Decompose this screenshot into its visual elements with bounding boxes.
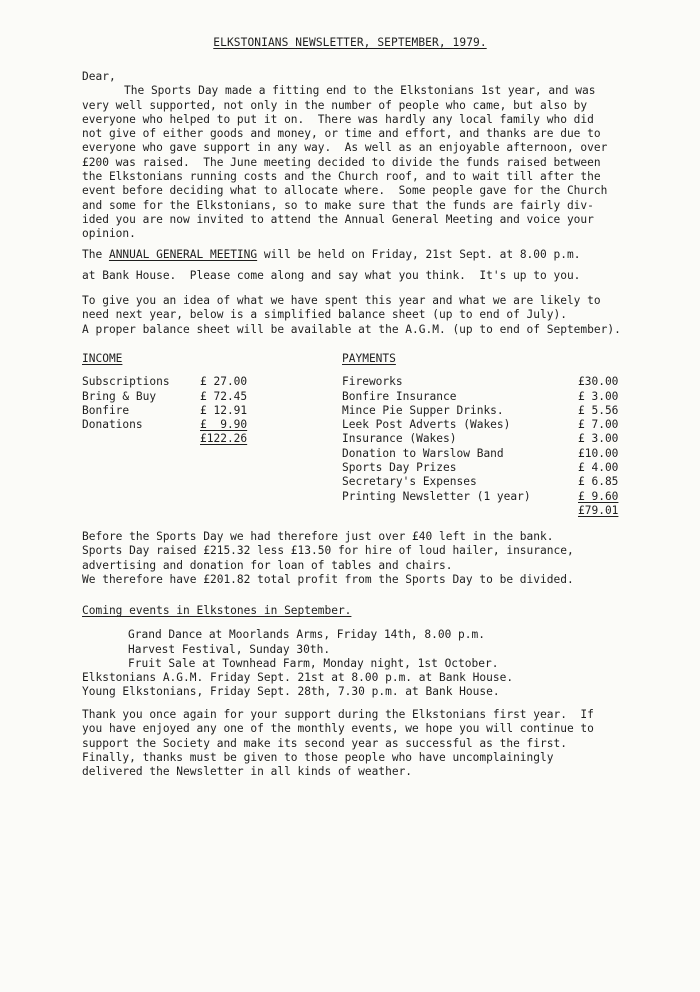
income-label: Subscriptions — [82, 375, 170, 389]
payment-amount: £ 3.00 — [578, 389, 619, 403]
income-label: Donations — [82, 418, 143, 432]
closing-section — [82, 708, 662, 779]
payment-label: Insurance (Wakes) — [342, 432, 457, 446]
payment-row — [342, 390, 627, 404]
sports-day-line: Before the Sports Day we had therefore just over £40 left in the bank. — [82, 530, 554, 543]
income-amount: £ 72.45 — [200, 389, 248, 403]
payment-label: Fireworks — [342, 375, 403, 389]
income-row — [82, 390, 262, 404]
payment-label: Leek Post Adverts (Wakes) — [342, 418, 511, 432]
payment-row — [342, 404, 627, 418]
page-title: ELKSTONIANS NEWSLETTER, SEPTEMBER, 1979. — [213, 36, 487, 49]
payment-amount: £ 6.85 — [578, 475, 619, 489]
payment-label: Mince Pie Supper Drinks. — [342, 403, 504, 417]
income-label: Bonfire — [82, 403, 130, 417]
closing-line: Thank you once again for your support during the Elkstonians first year. If — [82, 708, 594, 721]
income-total: £122.26 — [200, 432, 248, 446]
payment-label: Secretary's Expenses — [342, 475, 477, 489]
payment-amount: £ 3.00 — [578, 432, 619, 446]
closing-line: Finally, thanks must be given to those people who have uncomplainingly — [82, 750, 554, 764]
payment-label: Donation to Warslow Band — [342, 446, 504, 460]
payment-row — [342, 418, 627, 432]
events-heading: Coming events in Elkstones in September. — [82, 604, 352, 617]
payments-table — [342, 352, 627, 518]
intro-line: and some for the Elkstonians, so to make sure that the funds are fairly div- — [82, 198, 594, 212]
payment-amount: £10.00 — [578, 446, 619, 460]
intro-line: very well supported, not only in the number of people who came, but also by — [82, 98, 588, 112]
sports-day-line: We therefore have £201.82 total profit from the Sports Day to be divided. — [82, 572, 574, 586]
sports-day-line: Sports Day raised £215.32 less £13.50 for hire of loud hailer, insurance, — [82, 544, 574, 558]
agm-line-2: at Bank House. Please come along and say what you think. It's up to you. — [82, 269, 581, 283]
payments-total: £79.01 — [578, 503, 619, 517]
intro-line: £200 was raised. The June meeting decided to divide the funds raised between — [82, 155, 601, 169]
payments-heading: PAYMENTS — [342, 352, 396, 365]
events-section — [82, 604, 662, 700]
closing-line: support the Society and make its second year as successful as the first. — [82, 736, 567, 750]
intro-section — [82, 70, 662, 242]
intro-line: everyone who helped to put it on. There was hardly any local family who did — [82, 112, 594, 126]
payment-amount: £ 9.60 — [578, 489, 619, 503]
income-row — [82, 375, 262, 389]
payment-amount: £30.00 — [578, 375, 619, 389]
income-table — [82, 352, 262, 447]
sports-day-section — [82, 530, 662, 587]
event-item: Fruit Sale at Townhead Farm, Monday night, 1st October. — [128, 656, 499, 670]
payment-row — [342, 432, 627, 446]
payment-row — [342, 490, 627, 504]
payment-amount: £ 4.00 — [578, 461, 619, 475]
agm-section — [82, 248, 662, 284]
closing-line: delivered the Newsletter in all kinds of weather. — [82, 765, 413, 779]
payment-row — [342, 375, 627, 389]
balance-intro-line: To give you an idea of what we have spent this year and what we are likely to — [82, 294, 601, 307]
event-item: Harvest Festival, Sunday 30th. — [128, 642, 331, 656]
income-label: Bring & Buy — [82, 389, 157, 403]
intro-line: event before deciding what to allocate where. Some people gave for the Church — [82, 184, 608, 198]
income-row — [82, 404, 262, 418]
intro-line: everyone who gave support in any way. As well as an enjoyable afternoon, over — [82, 141, 608, 155]
income-heading: INCOME — [82, 352, 123, 365]
payment-label: Bonfire Insurance — [342, 389, 457, 403]
balance-intro-line: A proper balance sheet will be available at the A.G.M. (up to end of September). — [82, 322, 621, 336]
payments-total-row — [342, 504, 627, 518]
income-amount: £ 12.91 — [200, 403, 248, 417]
agm-prefix: The — [82, 248, 109, 261]
payment-label: Sports Day Prizes — [342, 461, 457, 475]
intro-line: ided you are now invited to attend the Annual General Meeting and voice your — [82, 212, 594, 226]
payment-label: Printing Newsletter (1 year) — [342, 489, 531, 503]
closing-line: you have enjoyed any one of the monthly events, we hope you will continue to — [82, 722, 594, 736]
payment-amount: £ 7.00 — [578, 418, 619, 432]
agm-line-rest: will be held on Friday, 21st Sept. at 8.00 p.m. — [257, 248, 581, 261]
event-item: Elkstonians A.G.M. Friday Sept. 21st at 8.00 p.m. at Bank House. — [82, 671, 514, 685]
agm-heading: ANNUAL GENERAL MEETING — [108, 248, 258, 261]
intro-line: opinion. — [82, 227, 136, 241]
balance-intro — [82, 294, 662, 337]
event-item: Grand Dance at Moorlands Arms, Friday 14th, 8.00 p.m. — [128, 628, 485, 642]
payment-row — [342, 447, 627, 461]
intro-line: The Sports Day made a fitting end to the Elkstonians 1st year, and was — [124, 84, 596, 98]
intro-line: the Elkstonians running costs and the Church roof, and to wait till after the — [82, 170, 601, 184]
sports-day-line: advertising and donation for loan of tables and chairs. — [82, 558, 453, 572]
event-item: Young Elkstonians, Friday Sept. 28th, 7.30 p.m. at Bank House. — [82, 685, 500, 699]
intro-line: not give of either goods and money, or time and effort, and thanks are due to — [82, 127, 601, 141]
payment-amount: £ 5.56 — [578, 403, 619, 417]
payment-row — [342, 461, 627, 475]
balance-intro-line: need next year, below is a simplified balance sheet (up to end of July). — [82, 308, 567, 322]
income-amount: £ 27.00 — [200, 375, 248, 389]
income-amount: £ 9.90 — [200, 418, 248, 432]
income-row — [82, 418, 262, 432]
payment-row — [342, 475, 627, 489]
income-total-row — [82, 432, 262, 446]
salutation: Dear, — [82, 70, 116, 83]
agm-line — [82, 248, 662, 262]
